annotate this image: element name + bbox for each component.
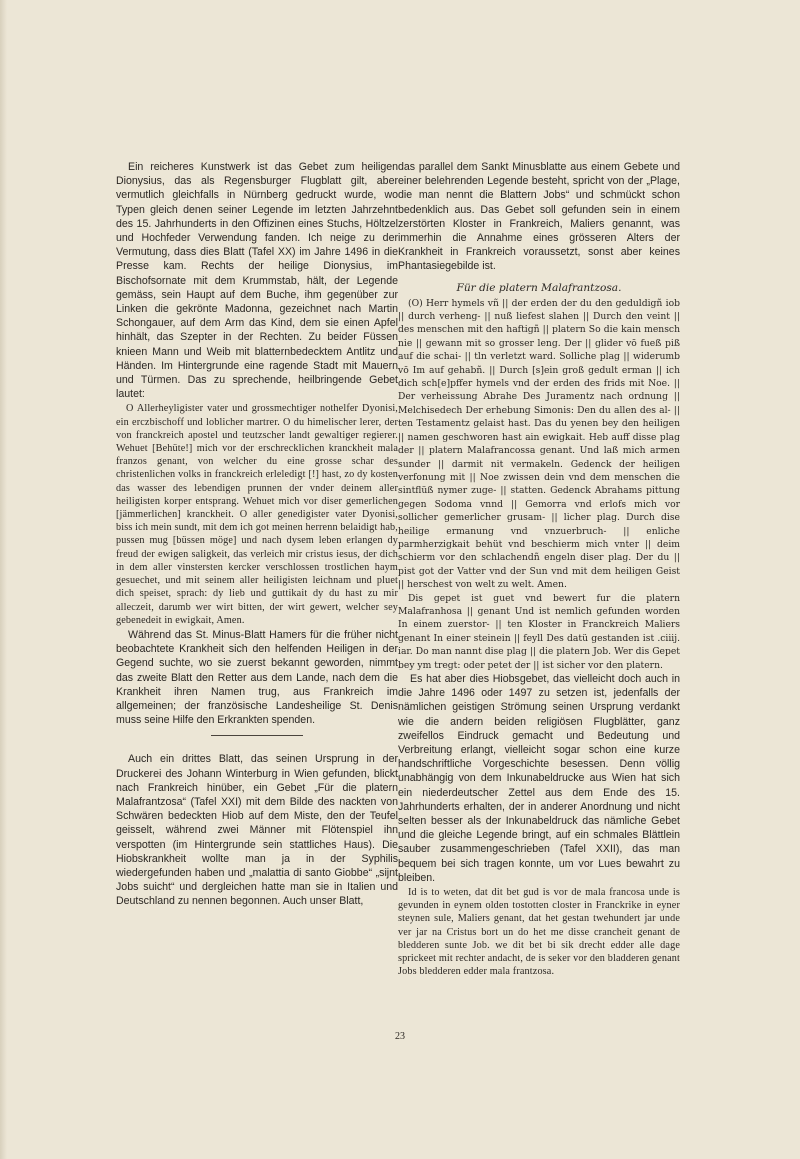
- paragraph-third-leaf: Auch ein drittes Blatt, das seinen Ursprung in der Druckerei des Johann Winterburg in Wien gefunden, blickt nach Frankreich hinüber, ein Gebet „Für die platern Malafrantzosa“ (Tafel XXI) mit dem Bilde des nackten von Schwären bedeckten Hiob auf dem Miste, den der Teufel geisselt, während zwei Männer mit Flötenspiel ihn verspotten (im Hintergrunde sein stattliches Haus). Die Hiobskrankheit wollte man ja in der Syphilis wiedergefunden haben und „malattia di santo Giobbe“ „sijnt Jobs suicht“ und dergleichen hatte man sie in Italien und Deutschland zu nennen begonnen. Auch unser Blatt,: [116, 753, 398, 908]
- prayer-heading: Für die platern Malafrantzosa.: [456, 281, 622, 294]
- paragraph-continuation: das parallel dem Sankt Minusblatte aus einem Gebete und einer belehrenden Legende besteht, spricht von der „Plage, die man nennt die Blattern Jobs“ und schmückt schon bedenklich aus. Das Gebet soll gefunden sein in einem zerstörten Kloster in Frankreich, Maliers genannt, was immerhin die Annahme eines grösseren Alters der Krankheit in Frankreich voraussetzt, sonst aber keines Phantasiegebilde ist.: [398, 161, 680, 273]
- low-german-quote: Id is to weten, dat dit bet gud is vor de mala francosa unde is gevunden in eynem olden tostotten closter in Franckrike in eyner steynen sule, Maliers genant, dat het gestan twehundert jar unde ver jar na Cristus bort un do het me disse crancheit genant de bledderen sunte Job. we dit bet bi sik drecht edder alle dage sprickeet mit rechter andacht, de is seker vor den bladderen genant Jobs bledderen edder mala frantzosa.: [398, 887, 680, 978]
- prayer-dionysius-quote: O Allerheyligister vater und grossmechtiger nothelfer Dyonisi, ein erczbischoff und loblicher martrer. O du himelischer lerer, der von franckreich apostel und teutzscher landt gewaltiger regierer. Wehuet [Behüte!] mich vor der erschrecklichen kranckheit mala franzos genant, von welcher du eine grosse schar des christenlichen volks in franckreich erleledigt [!] hast, zo dy kosten das wasser des lebendigen prunnen der vnder deinem aller heiligisten korper entsprang. Wehuet mich vor diser gemerlichen [jämmerlichen] kranckheit. O aller genedigister vater Dyonisi, biss ich mein sundt, mit dem ich got meinen herrenn belaidigt hab, pussen mug [büssen möge] und nach dysem leben erlangen dy freud der ewigen saligkeit, das verleich mir cristus iesus, der dich in dem aller vinstersten kercker verschlossen trostlichen haym gesuechet, und mit seinem aller heiligisten leichnam und pluet dich speiset, sprach: dy lieb und guttikait dy du hast zu mir alleczeit, darumb wer wirt bitten, der wirt gewert, welcher sey gebenedeit in ewigkait, Amen.: [116, 403, 398, 626]
- right-column: [398, 160, 680, 979]
- left-column: [116, 160, 398, 909]
- prayer-hiob-legend: Dis gepet ist guet vnd bewert fur die platern Malafranhosa || genant Und ist nemlich gefunden worden In einem zuerstor- || ten Kloster in Franckreich Maliers genant In einer steinein || feyll Des datü gestanden ist .ciiij. iar. Do man nannt dise plag || die platern Job. Wer dis Gepet bey ym tregt: oder petet der || ist sicher vor den platern.: [398, 592, 680, 671]
- page-number: 23: [395, 1031, 405, 1042]
- paragraph-dionysius-intro: Ein reicheres Kunstwerk ist das Gebet zum heiligen Dionysius, das als Regensburger Flugblatt gilt, aber vermutlich gleichfalls in Nürnberg gedruckt wurde, wo Typen gleich denen seiner Legende im letzten Jahrzehnt des 15. Jahrhunderts in den Offizinen eines Stuchs, Höltzel und Hochfeder Verwendung fanden. Ich neige zu der Vermutung, dass dies Blatt (Tafel XX) im Jahre 1496 in die Presse kam. Rechts der heilige Dionysius, im Bischofsornate mit dem Krummstab, hält, der Legende gemäss, sein Haupt auf dem Buche, ihm gegenüber zur Linken die gekrönte Madonna, gezeichnet nach Martin Schongauer, auf dem Arm das Kind, dem sie einen Apfel hinhält, das Szepter in der Rechten. Zu beider Füssen knieen Mann und Weib mit blatternbedecktem Antlitz und Händen. Im Hintergrunde eine ragende Stadt mit Mauern und Türmen. Das zu sprechende, heilbringende Gebet lautet:: [116, 161, 398, 401]
- paragraph-low-german-leaf: Es hat aber dies Hiobsgebet, das vielleicht doch auch in die Jahre 1496 oder 1497 zu setzen ist, jedenfalls der nämlichen geistigen Strömung seinen Ursprung verdankt wie die andern beiden religiösen Flugblätter, ganz zweifellos Eindruck gemacht und Bedeutung und Verbreitung erlangt, vielleicht sogar schon eine kurze handschriftliche Vorgeschichte besessen. Denn völlig unabhängig von dem Inkunabeldrucke aus Wien hat sich ein niederdeutscher Zettel aus dem Ende des 15. Jahrhunderts erhalten, der in anderer Anordnung und nicht selten besser als der Inkunabeldruck das nämliche Gebet und die gleiche Legende bringt, auf ein schmales Blättlein sauber zusammengeschrieben (Tafel XXII), das man bequem bei sich tragen konnte, um vor Lues bewahrt zu bleiben.: [398, 673, 680, 884]
- paragraph-st-denis: Während das St. Minus-Blatt Hamers für die früher nicht beobachtete Krankheit sich den helfenden Heiligen in der Gegend suchte, wo sie zuerst bekannt geworden, nimmt das zweite Blatt den Retter aus dem Lande, nach dem die Krankheit ihren Namen trug, aus Frankreich im allgemeinen; der französische Landesheilige St. Denis muss seine Hilfe den Erkrankten spenden.: [116, 628, 398, 727]
- prayer-hiob-blackletter: (O) Herr hymels vñ || der erden der du den geduldigñ iob || durch verheng- || nuß liefest slahen || Durch den veint || des menschen mit den haftigñ || platern So die kain mensch nie || gewann mit so grosser leng. Der || glider vō fueß piß auf die schai- || tln verletzt ward. Solliche plag || widerumb vō Im auf gehabñ. || Durch [s]ein groß gedult erman || ich dich sch[e]pffer hymels vnd der erden des frids mit Noe. || Der verheissung Abrahe Des Juramentz nach ordnung || Melchisedech Der erhebung Simonis: Den du allen des al- || ten Testamentz gelaist hast. Das du yenen bey den heiligen || namen geschworen hast ain ewigkait. Heb auff disse plag der || platern Malafrancossa genant. Und laß mich armen sunder || darmit nit vermakeln. Gedenck der heiligen verfonung mit || Noe zwissen dein vnd dem menschen die sintflüß nymer zuge- || statten. Gedenck Abrahams pittung gegen Sodoma vnnd || Gemorra vnd erlofs mich vor sollicher gemerlicher grusam- || licher plag. Durch dise heilige ermanung vnd vnzuerbruch- || enliche parmherzigkait behüt vnd beschierm mich vnter || deim schierm vor den schlachendñ engeln diser plag. Der du || pist got der Vatter vnd der Sun vnd mit dem heiligen Geist || herschest von welt zu welt. Amen.: [398, 297, 680, 591]
- section-divider: [211, 735, 303, 736]
- page-edge-shadow: [0, 0, 7, 1159]
